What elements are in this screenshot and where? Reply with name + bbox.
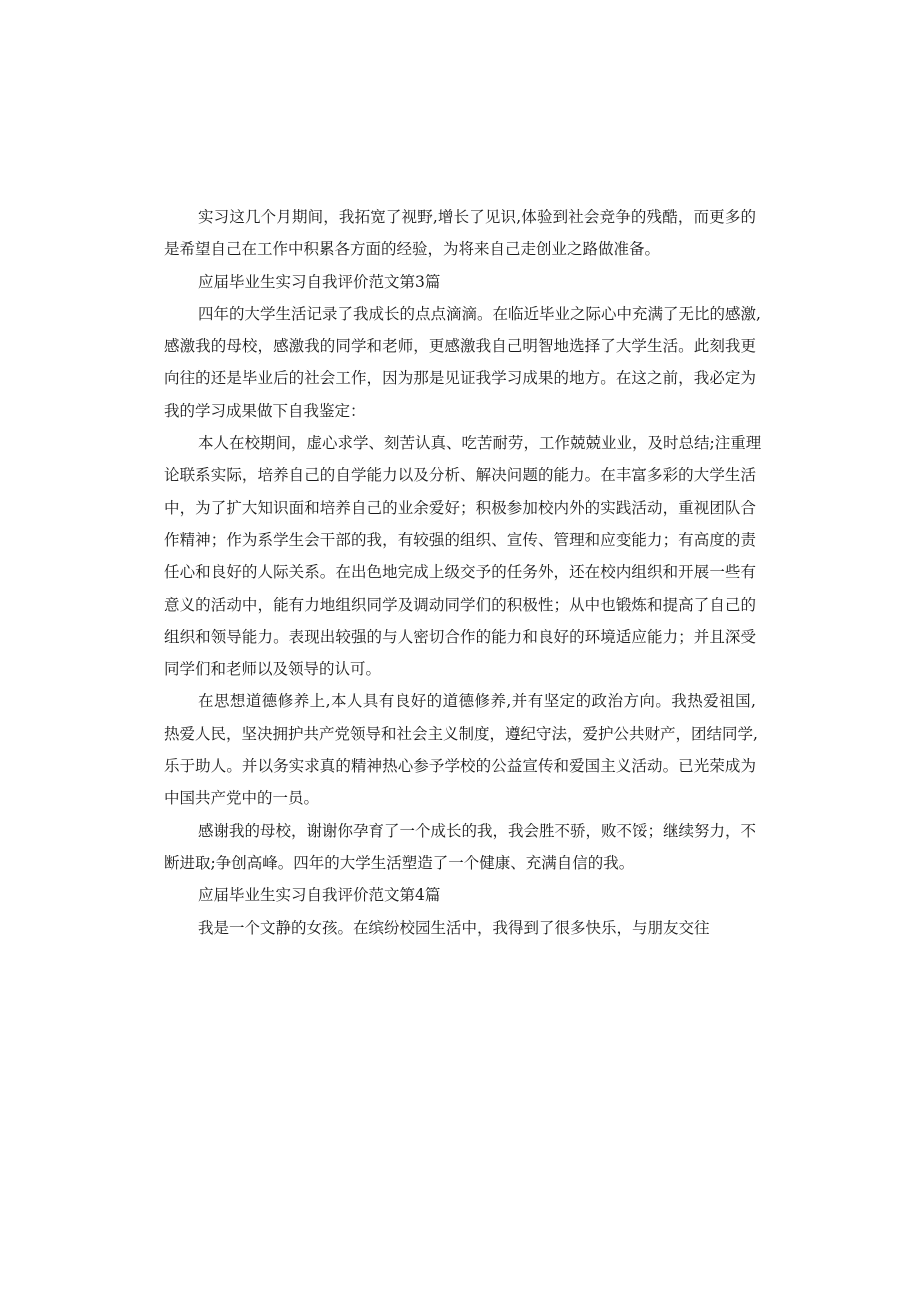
paragraph-line: 热爱人民，坚决拥护共产党领导和社会主义制度，遵纪守法，爱护公共财产，团结同学,	[164, 724, 758, 743]
section-heading-3: 应届毕业生实习自我评价范文第3篇	[198, 272, 441, 291]
paragraph-line: 我是一个文静的女孩。在缤纷校园生活中，我得到了很多快乐，与朋友交往	[198, 918, 710, 937]
paragraph-line: 我的学习成果做下自我鉴定：	[164, 401, 366, 420]
paragraph-line: 组织和领导能力。表现出较强的与人密切合作的能力和良好的环境适应能力；并且深受	[164, 627, 756, 646]
paragraph-line: 作精神；作为系学生会干部的我，有较强的组织、宣传、管理和应变能力；有高度的责	[164, 530, 756, 549]
paragraph-line: 实习这几个月期间，我拓宽了视野,增长了见识,体验到社会竞争的残酷，而更多的	[198, 208, 756, 226]
paragraph-line: 意义的活动中，能有力地组织同学及调动同学们的积极性；从中也锻炼和提高了自己的	[164, 595, 756, 614]
paragraph-line: 论联系实际，培养自己的自学能力以及分析、解决问题的能力。在丰富多彩的大学生活	[164, 466, 756, 485]
paragraph-line: 是希望自己在工作中积累各方面的经验，为将来自己走创业之路做准备。	[164, 240, 661, 259]
paragraph-quiet-girl	[164, 912, 756, 944]
paragraph-line: 感激我的母校，感激我的同学和老师，更感激我自己明智地选择了大学生活。此刻我更	[164, 337, 756, 356]
document-body	[164, 201, 762, 944]
paragraph-line: 中，为了扩大知识面和培养自己的业余爱好；积极参加校内外的实践活动，重视团队合	[164, 498, 756, 517]
paragraph-line: 任心和良好的人际关系。在出色地完成上级交予的任务外，还在校内组织和开展一些有	[164, 563, 756, 582]
paragraph-line: 断进取;争创高峰。四年的大学生活塑造了一个健康、充满自信的我。	[164, 853, 635, 872]
section-heading-4: 应届毕业生实习自我评价范文第4篇	[198, 886, 441, 905]
paragraph-line: 四年的大学生活记录了我成长的点点滴滴。在临近毕业之际心中充满了无比的感激,	[198, 304, 761, 323]
paragraph-line: 感谢我的母校，谢谢你孕育了一个成长的我，我会胜不骄，败不馁；继续努力，不	[198, 821, 757, 840]
paragraph-study-performance	[164, 427, 762, 685]
paragraph-line: 本人在校期间，虚心求学、刻苦认真、吃苦耐劳，工作兢兢业业，及时总结;注重理	[198, 434, 762, 453]
paragraph-line: 向往的还是毕业后的社会工作，因为那是见证我学习成果的地方。在这之前，我必定为	[164, 369, 756, 388]
paragraph-line: 同学们和老师以及领导的认可。	[164, 660, 382, 679]
paragraph-line: 在思想道德修养上,本人具有良好的道德修养,并有坚定的政治方向。我热爱祖国,	[198, 692, 756, 711]
paragraph-line: 乐于助人。并以务实求真的精神热心参予学校的公益宣传和爱国主义活动。已光荣成为	[164, 757, 756, 776]
paragraph-line: 中国共产党中的一员。	[164, 789, 320, 808]
paragraph-moral-character	[164, 685, 756, 814]
paragraph-gratitude	[164, 815, 756, 880]
paragraph-four-years	[164, 298, 761, 427]
paragraph-internship-summary	[164, 201, 756, 266]
